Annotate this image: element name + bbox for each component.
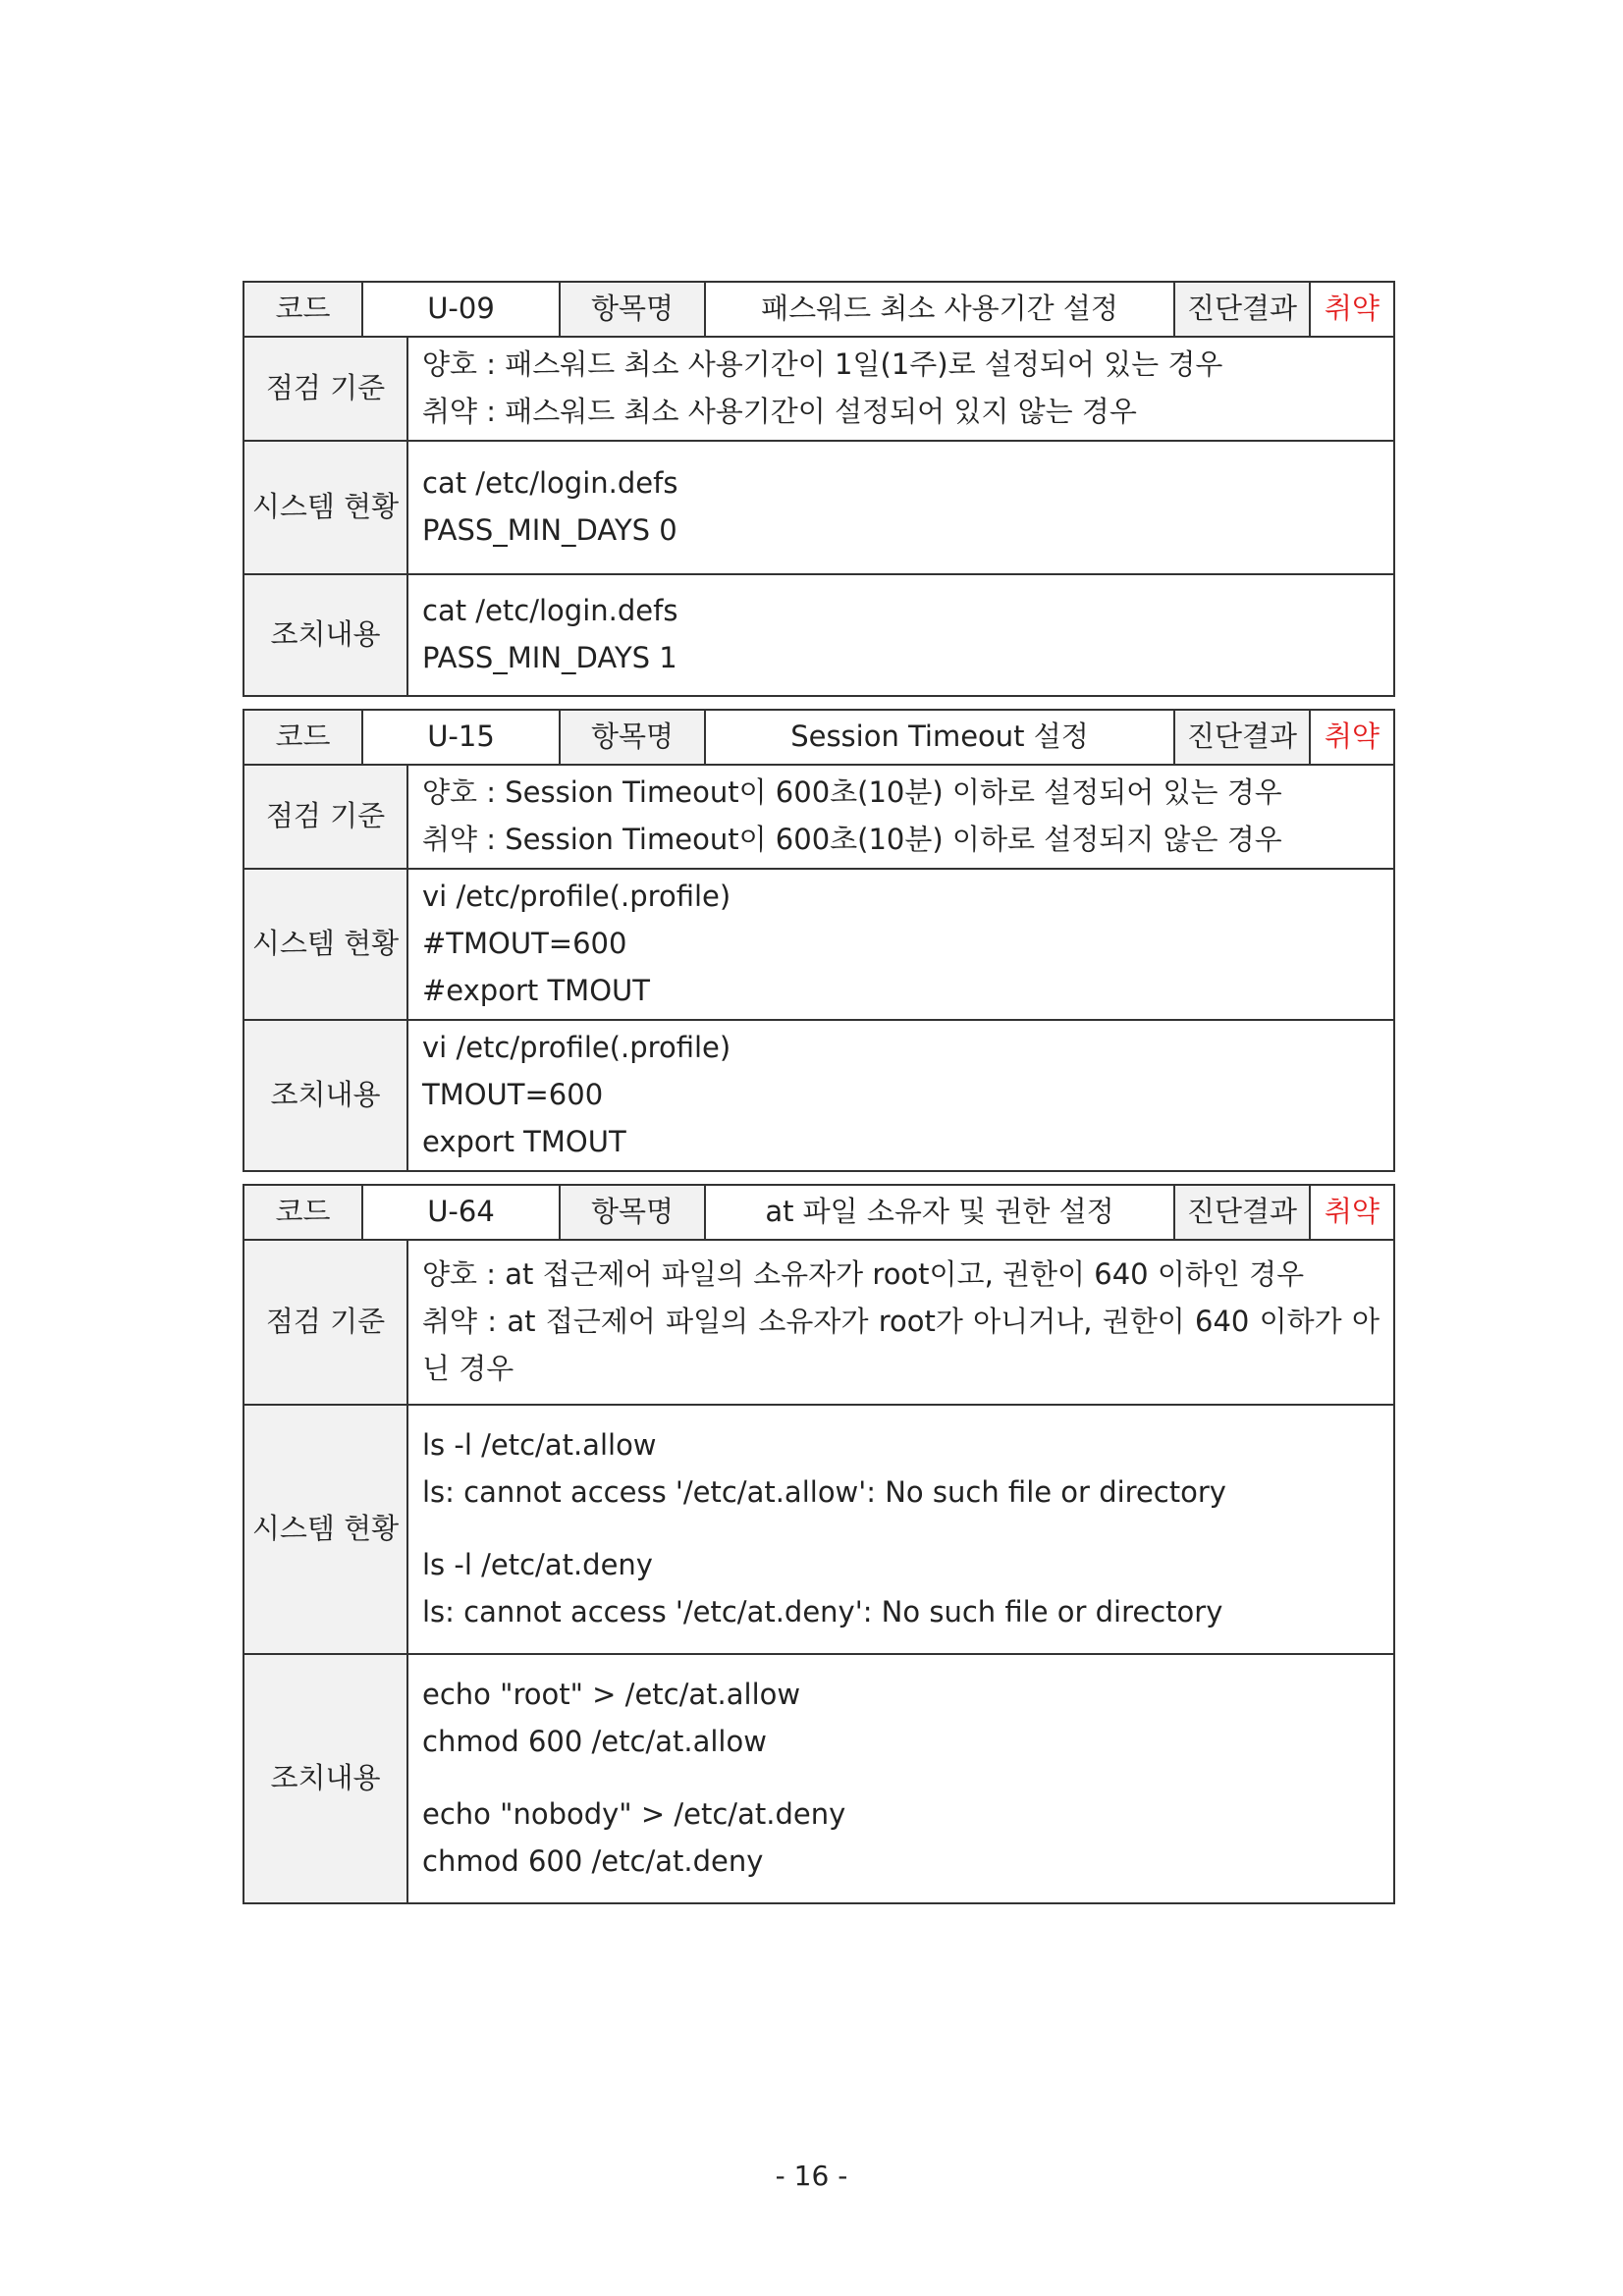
status-line: ls -l /etc/at.allow xyxy=(422,1428,657,1463)
criteria-good: 양호 : Session Timeout이 600초(10분) 이하로 설정되어 있는 경우 xyxy=(422,775,1282,810)
criteria-good: 양호 : 패스워드 최소 사용기간이 1일(1주)로 설정되어 있는 경우 xyxy=(422,347,1223,382)
item-name: Session Timeout 설정 xyxy=(705,710,1174,765)
action-line: chmod 600 /etc/at.allow xyxy=(422,1725,767,1759)
result-value: 취약 xyxy=(1310,282,1394,337)
action-line: vi /etc/profile(.profile) xyxy=(422,1031,731,1065)
spacer xyxy=(422,1766,1380,1791)
status-label: 시스템 현황 xyxy=(243,1405,407,1654)
status-cell xyxy=(407,869,1394,1020)
action-label: 조치내용 xyxy=(243,1020,407,1171)
status-line: ls: cannot access '/etc/at.allow': No such file or directory xyxy=(422,1475,1226,1510)
criteria-weak: 취약 : Session Timeout이 600초(10분) 이하로 설정되지 않은 경우 xyxy=(422,823,1282,856)
criteria-good: 양호 : at 접근제어 파일의 소유자가 root이고, 권한이 640 이하인 경우 xyxy=(422,1257,1305,1292)
item-name: 패스워드 최소 사용기간 설정 xyxy=(705,282,1174,337)
status-line: vi /etc/profile(.profile) xyxy=(422,880,731,914)
criteria-cell xyxy=(407,765,1394,869)
code-label: 코드 xyxy=(243,1185,362,1240)
action-cell xyxy=(407,574,1394,696)
result-value: 취약 xyxy=(1310,710,1394,765)
action-label: 조치내용 xyxy=(243,1654,407,1903)
item-label: 항목명 xyxy=(560,1185,705,1240)
result-label: 진단결과 xyxy=(1174,1185,1310,1240)
criteria-label: 점검 기준 xyxy=(243,765,407,869)
action-line: TMOUT=600 xyxy=(422,1078,604,1112)
result-value: 취약 xyxy=(1310,1185,1394,1240)
status-line: PASS_MIN_DAYS 0 xyxy=(422,513,677,547)
status-cell xyxy=(407,1405,1394,1654)
code-value: U-09 xyxy=(362,282,560,337)
status-line: #export TMOUT xyxy=(422,973,650,1007)
item-name: at 파일 소유자 및 권한 설정 xyxy=(705,1185,1174,1240)
action-line: chmod 600 /etc/at.deny xyxy=(422,1843,764,1878)
audit-table-u15 xyxy=(243,709,1395,1172)
criteria-cell xyxy=(407,1240,1394,1405)
criteria-label: 점검 기준 xyxy=(243,1240,407,1405)
code-value: U-64 xyxy=(362,1185,560,1240)
action-line: cat /etc/login.defs xyxy=(422,594,678,628)
status-line: cat /etc/login.defs xyxy=(422,466,678,501)
action-line: PASS_MIN_DAYS 1 xyxy=(422,641,677,674)
item-label: 항목명 xyxy=(560,710,705,765)
page-number: - 16 - xyxy=(775,2160,848,2192)
item-label: 항목명 xyxy=(560,282,705,337)
action-label: 조치내용 xyxy=(243,574,407,696)
status-label: 시스템 현황 xyxy=(243,869,407,1020)
criteria-label: 점검 기준 xyxy=(243,337,407,441)
criteria-weak: 취약 : at 접근제어 파일의 소유자가 root가 아니거나, 권한이 640 이하가 아닌 경우 xyxy=(422,1305,1380,1385)
code-label: 코드 xyxy=(243,282,362,337)
status-line: ls -l /etc/at.deny xyxy=(422,1548,653,1581)
code-value: U-15 xyxy=(362,710,560,765)
status-line: #TMOUT=600 xyxy=(422,927,627,961)
action-line: echo "nobody" > /etc/at.deny xyxy=(422,1797,846,1831)
criteria-cell xyxy=(407,337,1394,441)
audit-table-u64 xyxy=(243,1184,1395,1904)
result-label: 진단결과 xyxy=(1174,710,1310,765)
status-cell xyxy=(407,441,1394,574)
audit-table-u09 xyxy=(243,281,1395,697)
action-line: export TMOUT xyxy=(422,1124,626,1158)
action-line: echo "root" > /etc/at.allow xyxy=(422,1678,801,1712)
status-label: 시스템 현황 xyxy=(243,441,407,574)
criteria-weak: 취약 : 패스워드 최소 사용기간이 설정되어 있지 않는 경우 xyxy=(422,395,1137,428)
action-cell xyxy=(407,1020,1394,1171)
result-label: 진단결과 xyxy=(1174,282,1310,337)
code-label: 코드 xyxy=(243,710,362,765)
spacer xyxy=(422,1517,1380,1542)
status-line: ls: cannot access '/etc/at.deny': No such file or directory xyxy=(422,1594,1223,1629)
action-cell xyxy=(407,1654,1394,1903)
